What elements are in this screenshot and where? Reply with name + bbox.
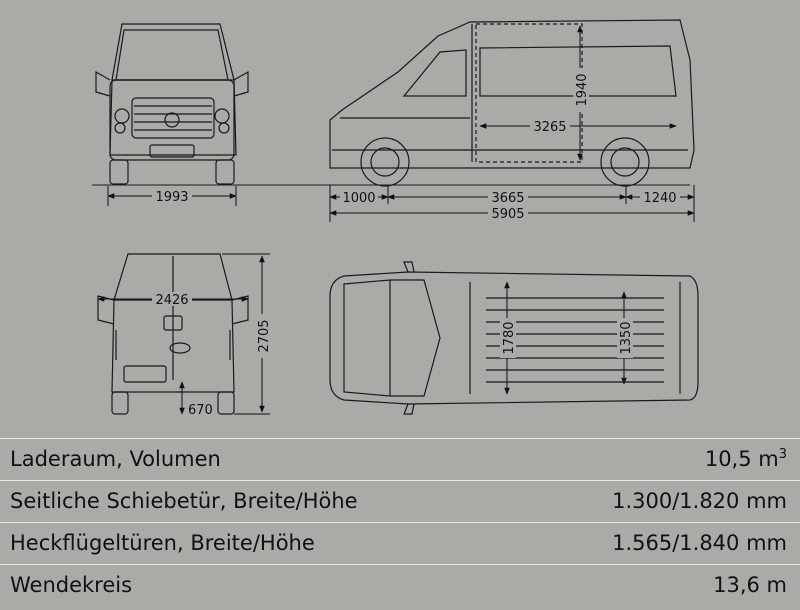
spec-table bbox=[0, 432, 800, 610]
side-view bbox=[330, 20, 694, 186]
spec-row-volume bbox=[0, 438, 800, 479]
cargo-length-label: 3265 bbox=[533, 120, 567, 135]
loading-height-label: 670 bbox=[188, 403, 213, 418]
front-view bbox=[96, 24, 248, 184]
wheelbase-label: 3665 bbox=[491, 191, 525, 206]
spec-label: Seitliche Schiebetür, Breite/Höhe bbox=[10, 489, 358, 513]
front-width-label: 1993 bbox=[155, 190, 189, 205]
spec-row-turning-circle bbox=[0, 564, 800, 605]
spec-value: 1.565/1.840 mm bbox=[612, 531, 787, 555]
spec-label: Laderaum, Volumen bbox=[10, 447, 221, 471]
overall-height-label: 2705 bbox=[257, 319, 272, 353]
cargo-width-label: 1780 bbox=[502, 321, 517, 355]
spec-label: Heckflügeltüren, Breite/Höhe bbox=[10, 531, 315, 555]
spec-value: 13,6 m bbox=[713, 573, 787, 597]
front-overhang-label: 1000 bbox=[342, 191, 376, 206]
cargo-height-label: 1940 bbox=[575, 73, 590, 107]
rear-overhang-label: 1240 bbox=[643, 191, 677, 206]
spec-value: 1.300/1.820 mm bbox=[612, 489, 787, 513]
arch-width-label: 1350 bbox=[619, 321, 634, 355]
spec-value: 10,5 $m^3$ bbox=[704, 447, 787, 471]
rear-width-label: 2426 bbox=[155, 293, 189, 308]
spec-label: Wendekreis bbox=[10, 573, 133, 597]
rear-view bbox=[98, 254, 248, 414]
spec-row-rear-doors bbox=[0, 522, 800, 563]
spec-row-sliding-door bbox=[0, 480, 800, 521]
overall-length-label: 5905 bbox=[491, 207, 525, 222]
